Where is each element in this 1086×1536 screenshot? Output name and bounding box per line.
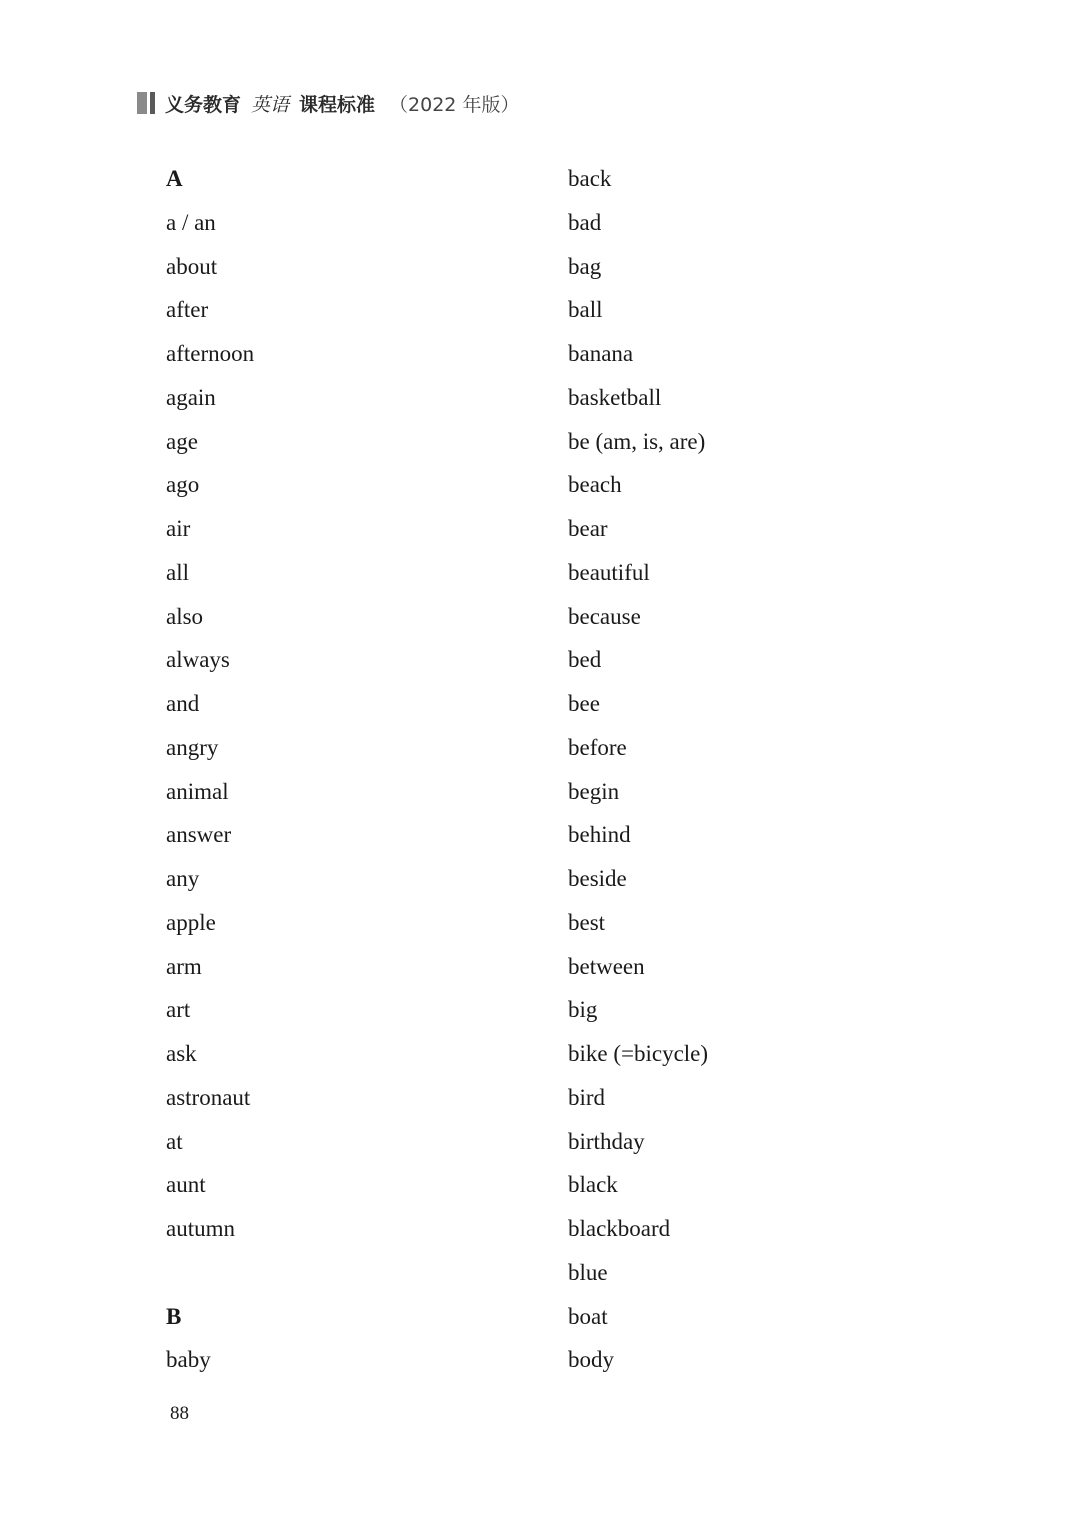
- section-letter-heading: B: [166, 1303, 182, 1329]
- vocabulary-word: bad: [568, 209, 602, 235]
- vocabulary-word: age: [166, 428, 198, 454]
- vocabulary-word: between: [568, 953, 645, 979]
- header-title-part1: 义务教育: [165, 93, 242, 116]
- vocabulary-word: behind: [568, 822, 631, 848]
- vocabulary-word: angry: [166, 734, 219, 760]
- header-bar-dark: [150, 92, 155, 114]
- vocabulary-word: air: [166, 516, 191, 541]
- header-edition: （2022 年版）: [389, 93, 520, 116]
- vocabulary-word: basketball: [568, 384, 662, 410]
- vocabulary-word: beside: [568, 866, 627, 891]
- vocabulary-word: boat: [568, 1303, 608, 1329]
- vocabulary-word: afternoon: [166, 341, 255, 366]
- vocabulary-word: a / an: [166, 209, 216, 235]
- vocabulary-word: begin: [568, 778, 620, 804]
- vocabulary-word: bag: [568, 253, 602, 279]
- vocabulary-word: blackboard: [568, 1216, 671, 1241]
- vocabulary-word: bed: [568, 647, 602, 673]
- word-list-right-column: [568, 157, 948, 1382]
- header-bar-light: [137, 92, 147, 114]
- vocabulary-word: banana: [568, 341, 634, 366]
- section-spacer: [166, 1251, 546, 1295]
- vocabulary-word: ball: [568, 297, 603, 323]
- vocabulary-word: baby: [166, 1347, 211, 1373]
- page-number: 88: [170, 1403, 189, 1424]
- vocabulary-word: after: [166, 297, 209, 323]
- vocabulary-word: animal: [166, 778, 229, 804]
- vocabulary-word: ago: [166, 472, 200, 498]
- vocabulary-word: all: [166, 559, 189, 585]
- word-list-left-column: [166, 157, 546, 1382]
- vocabulary-word: autumn: [166, 1216, 235, 1241]
- vocabulary-word: always: [166, 647, 230, 673]
- vocabulary-word: apple: [166, 909, 216, 935]
- vocabulary-word: body: [568, 1347, 614, 1373]
- header-title-part2: 课程标准: [299, 93, 376, 116]
- vocabulary-word: big: [568, 997, 598, 1023]
- vocabulary-word: astronaut: [166, 1084, 251, 1110]
- vocabulary-word: arm: [166, 953, 202, 979]
- section-letter-heading: A: [166, 166, 183, 191]
- vocabulary-word: bike (=bicycle): [568, 1041, 709, 1066]
- vocabulary-word: again: [166, 384, 216, 410]
- vocabulary-word: be (am, is, are): [568, 428, 706, 454]
- vocabulary-word: at: [166, 1128, 183, 1154]
- vocabulary-word: bird: [568, 1084, 606, 1110]
- vocabulary-word: best: [568, 909, 606, 935]
- vocabulary-word: ask: [166, 1041, 197, 1066]
- vocabulary-word: art: [166, 997, 191, 1023]
- header-title-subject: 英语: [251, 93, 290, 116]
- running-header: [137, 88, 519, 118]
- vocabulary-word: back: [568, 166, 612, 191]
- vocabulary-word: beautiful: [568, 559, 650, 585]
- vocabulary-word: about: [166, 253, 218, 279]
- vocabulary-word: because: [568, 603, 641, 629]
- vocabulary-word: beach: [568, 472, 622, 498]
- vocabulary-word: bear: [568, 516, 608, 541]
- vocabulary-word: any: [166, 866, 200, 891]
- vocabulary-word: answer: [166, 822, 232, 848]
- header-bar-marker: [137, 92, 155, 114]
- vocabulary-word: also: [166, 603, 204, 629]
- vocabulary-word: black: [568, 1172, 618, 1198]
- vocabulary-word: aunt: [166, 1172, 206, 1198]
- vocabulary-word: before: [568, 734, 627, 760]
- vocabulary-word: blue: [568, 1259, 608, 1285]
- vocabulary-word: birthday: [568, 1128, 645, 1154]
- vocabulary-word: and: [166, 691, 200, 716]
- vocabulary-word: bee: [568, 691, 600, 716]
